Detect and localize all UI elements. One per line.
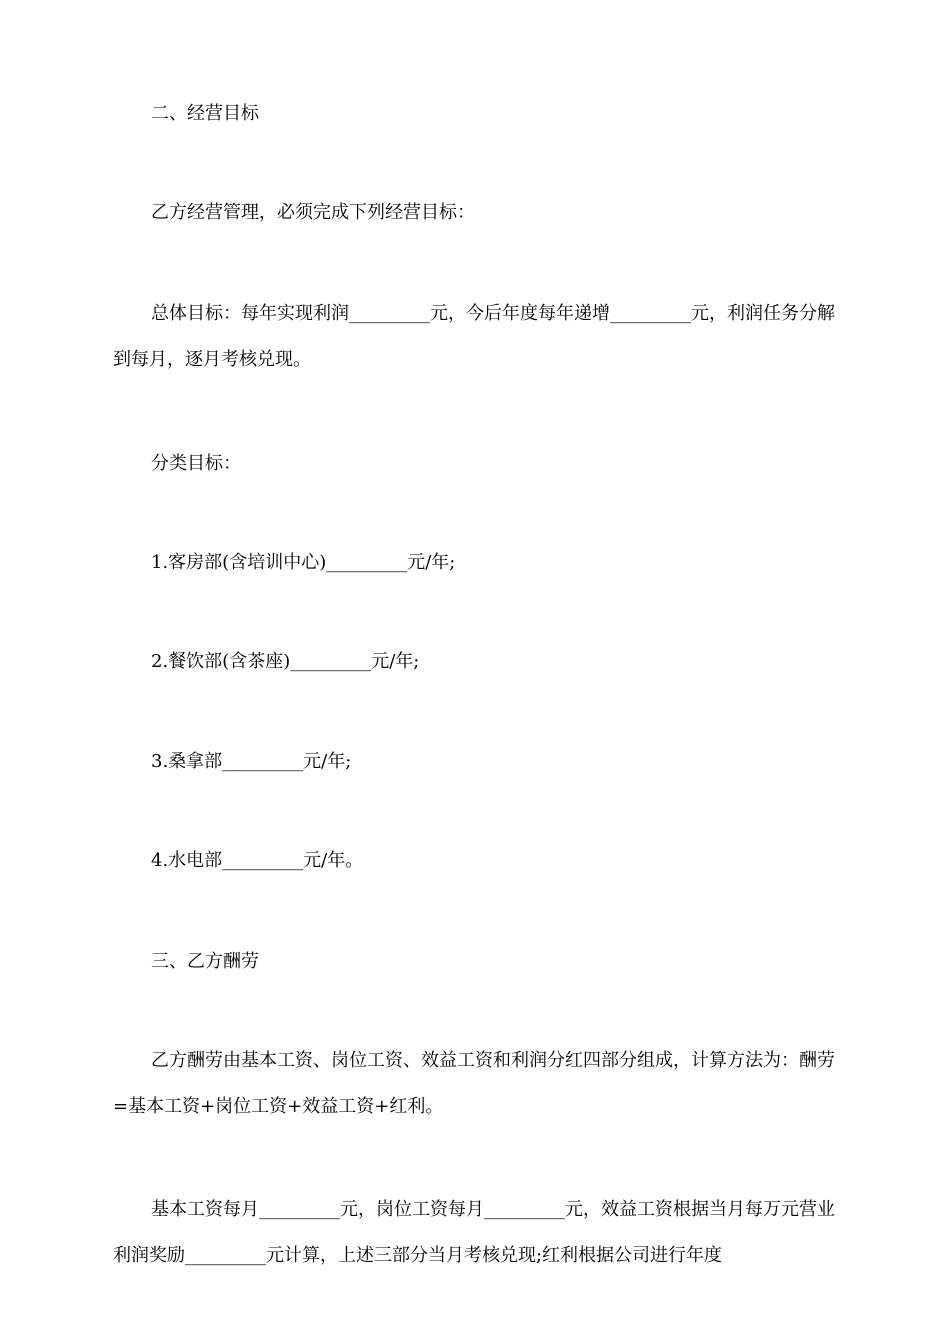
section-heading-operating-targets: 二、经营目标	[151, 103, 259, 124]
section-heading-compensation: 三、乙方酬劳	[151, 951, 259, 972]
list-item-utilities: 4.水电部_________元/年。	[151, 850, 364, 871]
paragraph-intro: 乙方经营管理，必须完成下列经营目标：	[151, 202, 475, 223]
paragraph-category-targets: 分类目标：	[151, 453, 241, 474]
paragraph-overall-target: 总体目标：每年实现利润_________元，今后年度每年递增_________元，利润任务分解到每月，逐月考核兑现。	[113, 303, 835, 370]
paragraph-compensation-formula: 乙方酬劳由基本工资、岗位工资、效益工资和利润分红四部分组成，计算方法为：酬劳=基本工资+岗位工资+效益工资+红利。	[113, 1050, 835, 1117]
paragraph-salary-details: 基本工资每月_________元，岗位工资每月_________元，效益工资根据当月每万元营业利润奖励_________元计算，上述三部分当月考核兑现;红利根据公司进行年度	[113, 1199, 835, 1266]
list-item-catering: 2.餐饮部(含茶座)_________元/年;	[151, 651, 420, 672]
list-item-sauna: 3.桑拿部_________元/年;	[151, 751, 352, 772]
list-item-guest-rooms: 1.客房部(含培训中心)_________元/年;	[151, 552, 456, 573]
